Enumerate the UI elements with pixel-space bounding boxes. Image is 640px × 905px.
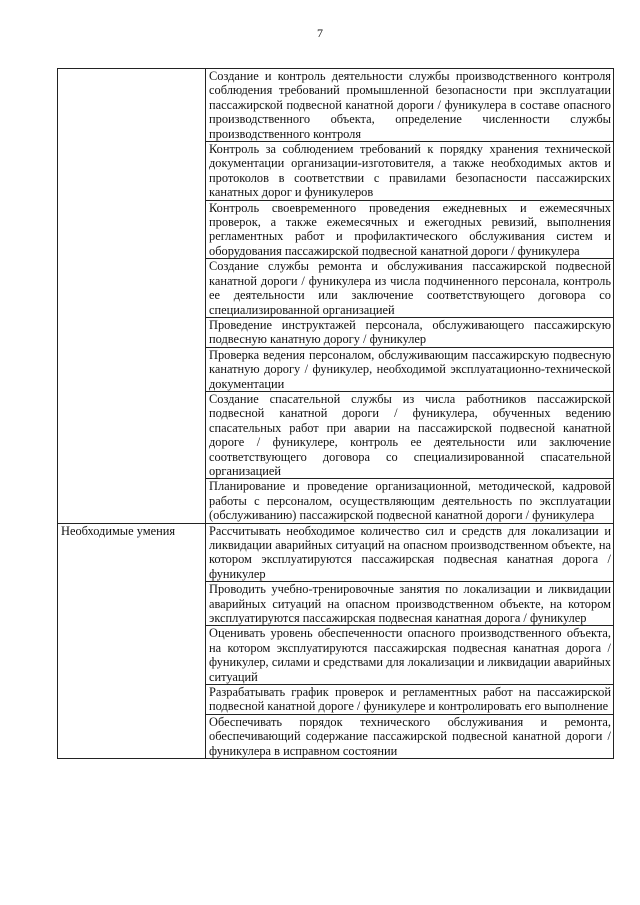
table-cell: Оценивать уровень обеспеченности опасного производственного объекта, на котором эксплуатируются пассажирская подвесная канатная дорога / фуникулер, силами и средствами для локализации и ликвидации аварийных ситуаций xyxy=(206,626,614,685)
table-cell: Создание службы ремонта и обслуживания пассажирской подвесной канатной дороги / фуникулера из числа подчиненного персонала, контроль ее деятельности или заключение соответствующего договора со специализированной организацией xyxy=(206,259,614,318)
section-label: Необходимые умения xyxy=(58,523,206,759)
section-label xyxy=(58,69,206,524)
table-cell: Создание и контроль деятельности службы производственного контроля соблюдения требований промышленной безопасности при эксплуатации пассажирской подвесной канатной дороги / фуникулера в составе опасного производственного объекта, определение численности службы производственного контроля xyxy=(206,69,614,142)
table-cell: Контроль за соблюдением требований к порядку хранения технической документации организации-изготовителя, а также необходимых актов и протоколов в соответствии с правилами безопасности пассажирских канатных дорог и фуникулеров xyxy=(206,142,614,201)
table-cell: Разрабатывать график проверок и регламентных работ на пассажирской подвесной канатной дороге / фуникулере и контролировать его выполнение xyxy=(206,685,614,715)
table-cell: Контроль своевременного проведения ежедневных и ежемесячных проверок, а также ежемесячных и ежегодных ревизий, выполнения регламентных работ и профилактического обслуживания систем и оборудования пассажирской подвесной канатной дороги / фуникулера xyxy=(206,200,614,259)
table-cell: Проводить учебно-тренировочные занятия по локализации и ликвидации аварийных ситуаций на опасном производственном объекте, на котором эксплуатируются пассажирская подвесная канатная дорога / фуникулер xyxy=(206,582,614,626)
table-cell: Проверка ведения персоналом, обслуживающим пассажирскую подвесную канатную дорогу / фуникулер, необходимой эксплуатационно-технической документации xyxy=(206,347,614,391)
table-row xyxy=(58,69,614,142)
page-number: 7 xyxy=(317,26,323,40)
table-cell: Обеспечивать порядок технического обслуживания и ремонта, обеспечивающий содержание пассажирской подвесной канатной дороги / фуникулера в исправном состоянии xyxy=(206,714,614,758)
table-cell: Создание спасательной службы из числа работников пассажирской подвесной канатной дороги / фуникулера, обученных ведению спасательных работ при аварии на пассажирской подвесной канатной дороге / фуникулере, контроль ее деятельности или заключение соответствующего договора со специализированной спасательной организацией xyxy=(206,391,614,478)
table-row xyxy=(58,523,614,582)
table-cell: Планирование и проведение организационной, методической, кадровой работы с персоналом, осуществляющим деятельность по эксплуатации (обслуживанию) пассажирской подвесной канатной дороги / фуникулера xyxy=(206,479,614,523)
table-cell: Проведение инструктажей персонала, обслуживающего пассажирскую подвесную канатную дорогу / фуникулер xyxy=(206,317,614,347)
table-cell: Рассчитывать необходимое количество сил и средств для локализации и ликвидации аварийных ситуаций на опасном производственном объекте, на котором эксплуатируются пассажирская подвесная канатная дорога / фуникулер xyxy=(206,523,614,582)
competency-table xyxy=(57,68,614,759)
